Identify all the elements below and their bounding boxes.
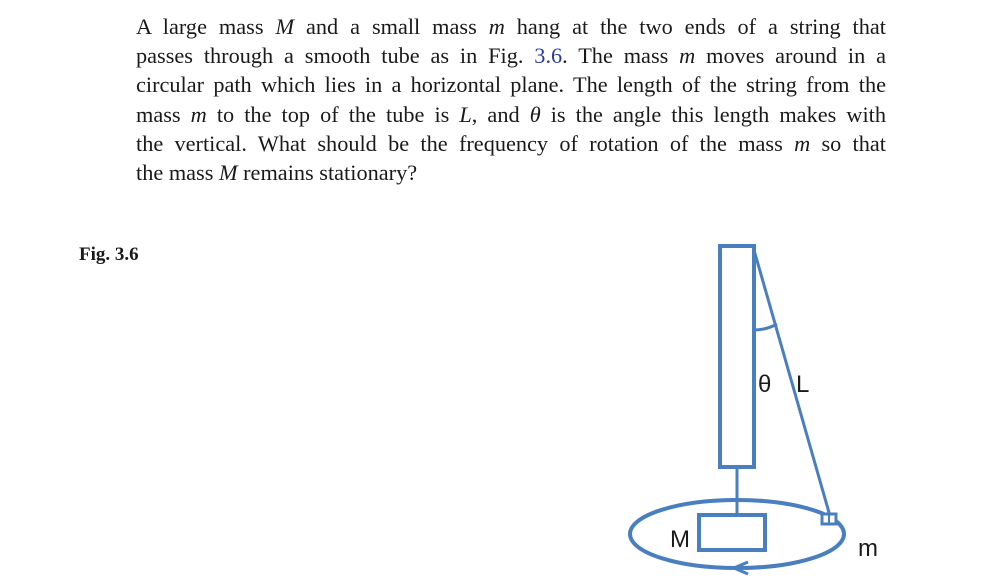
problem-text: hang at the two ends of a string that: [504, 14, 886, 39]
problem-text: mass: [136, 101, 191, 127]
problem-text: circular path which lies in a horizontal plane. The length of the string from the: [136, 72, 886, 98]
math-symbol: θ: [529, 101, 541, 127]
large-mass-label: M: [670, 526, 690, 553]
small-mass-label: m: [858, 535, 878, 562]
tube: [720, 246, 754, 467]
length-label: L: [796, 371, 810, 398]
problem-text: so that: [810, 130, 886, 156]
angle-label: θ: [758, 371, 772, 398]
math-symbol: L: [459, 101, 472, 127]
angle-arc: [754, 324, 777, 330]
problem-text: to the top of the tube is: [206, 101, 460, 127]
problem-text: is the angle this length makes with: [540, 101, 886, 127]
math-symbol: M: [218, 160, 238, 186]
math-symbol: m: [794, 130, 811, 156]
problem-text: A large mass: [136, 14, 276, 39]
problem-text: , and: [471, 101, 530, 127]
figure-label: Fig. 3.6: [79, 244, 139, 265]
math-symbol: M: [275, 14, 295, 39]
problem-text: and a small mass: [294, 14, 489, 39]
problem-text: passes through a smooth tube as in Fig.: [136, 43, 535, 69]
figure-reference-link[interactable]: 3.6: [534, 43, 563, 69]
problem-text: moves around in a: [695, 43, 887, 69]
math-symbol: m: [488, 14, 505, 39]
math-symbol: m: [679, 43, 696, 69]
problem-text: the vertical. What should be the frequency of rotation of the mass: [136, 130, 795, 156]
math-symbol: m: [190, 101, 207, 127]
mass-M-box: [699, 515, 765, 550]
problem-text: . The mass: [562, 43, 680, 69]
problem-text: remains stationary?: [237, 160, 418, 186]
problem-text: the mass: [136, 160, 219, 186]
